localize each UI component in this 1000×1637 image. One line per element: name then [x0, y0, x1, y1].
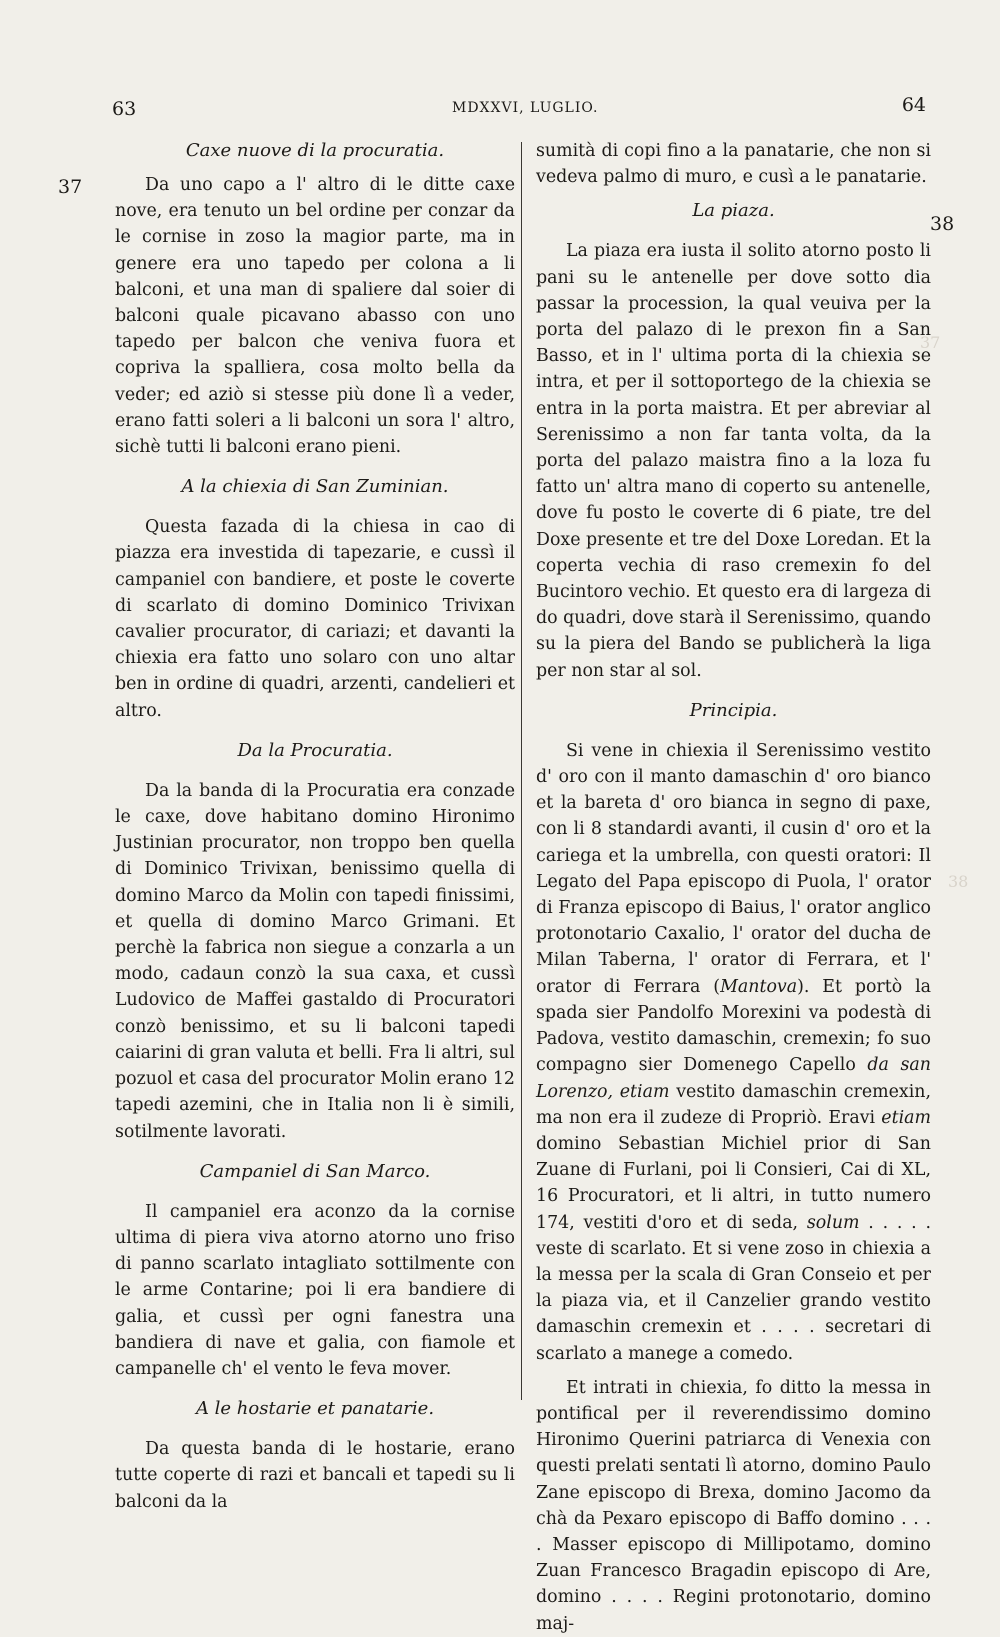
page-header — [112, 94, 928, 124]
paragraph: sumità di copi fino a la panatarie, che non si vedeva palmo di muro, e cusì a le panatarie. — [536, 141, 931, 188]
left-column — [115, 138, 515, 1515]
running-title: MDXXVI, LUGLIO. — [452, 100, 599, 116]
bleed-through-number: 37 — [920, 333, 941, 352]
paragraph: Da questa banda di le hostarie, erano tutte coperte di razi et bancali et tapedi su li balconi da la — [115, 1439, 515, 1512]
section-heading: Principia. — [689, 699, 778, 721]
italic-text: solum — [806, 1212, 860, 1233]
text-run: Si vene in chiexia il Serenissimo vestito d' oro con il manto damaschin d' oro bianco et la bareta d' oro bianca in segno di paxe, con li 8 standardi avanti, il cusin d' oro et la cariega et la umbrella, con questi oratori: Il Legato del Papa episcopo di Puola, l' orator di Franza episcopo di Baius, l' orator anglico protonotario Caxalio, l' orator del ducha de Milan Taberna, l' orator di Ferrara, et l' orator di Ferrara ( — [536, 740, 931, 997]
italic-text: etiam — [881, 1107, 931, 1128]
paragraph: Questa fazada di la chiesa in cao di piazza era investida di tapezarie, e cussì il campaniel con bandiere, et poste le coverte di scarlato di domino Dominico Trivixan cavalier procurator, di cariazi; et davanti la chiexia era fatto uno solaro con uno altar ben in ordine di quadri, arzenti, candelieri et altro. — [115, 517, 515, 721]
paragraph: Il campaniel era aconzo da la cornise ultima di piera viva atorno atorno uno friso di panno scarlato intagliato sottilmente con le arme Contarine; poi li era bandiere di galia, et cussì per ogni fanestra una bandiera di nave et galia, con fiamole et campanelle ch' el vento le feva mover. — [115, 1201, 515, 1379]
section-heading: La piaza. — [692, 200, 775, 222]
section-heading: Caxe nuove di la procuratia. — [185, 140, 445, 161]
margin-number-right: 38 — [930, 213, 955, 235]
text-run: vestito damaschin cremexin, ma non era il zudeze di Propriò. Eravi — [536, 1081, 931, 1128]
bleed-through-number: 38 — [948, 872, 969, 891]
italic-text: Mantova — [720, 976, 798, 997]
paragraph: Da uno capo a l' altro di le ditte caxe nove, era tenuto un bel ordine per conzar da le cornise in zoso la magior parte, ma in genere era uno tapedo per colona a li balconi, et una man di spaliere dal soier di balconi quale picavano abasso con uno tapedo per balcon che veniva fuora et copriva la spalliera, cosa molto bella da veder; ed aziò si stesse più done lì a veder, erano fatti soleri a li balconi un sora l' altro, sichè tutti li balconi erano pieni. — [115, 175, 515, 458]
paragraph: La piaza era iusta il solito atorno posto li pani su le antenelle per dove sotto dia passar la procession, la qual veuiva per la porta del palazo di le prexon fin a San Basso, et in l' ultima porta di la chiexia se intra, et per il sottoportego de la chiexia se entra in la porta maistra. Et per abreviar al Serenissimo a non far tanta volta, da la porta del palazo maistra fino a la loza fu fatto un' altra mano di coperto su antenelle, dove fu posto le coverte di 6 piate, tre del Doxe presente et tre del Doxe Loredan. Et la coperta vechia di raso cremexin fo del Bucintoro vechio. Et questo era di largeza di do quadri, dove starà il Serenissimo, quando su la piera del Bando se publicherà la liga per non star al sol. — [536, 241, 932, 681]
right-column — [536, 138, 931, 1637]
section-heading: Campaniel di San Marco. — [199, 1160, 431, 1182]
section-heading: A le hostarie et panatarie. — [195, 1398, 435, 1420]
section-heading: Da la Procuratia. — [237, 739, 393, 761]
paragraph: Et intrati in chiexia, fo ditto la messa in pontifical per il reverendissimo domino Hironimo Querini patriarca di Venexia con questi prelati sentati lì atorno, domino Paulo Zane episcopo di Brexa, domino Jacomo da chà da Pexaro episcopo di Baffo domino . . . . Masser episcopo di Millipotamo, domino Zuan Francesco Bragadin episcopo di Are, domino . . . . Regini protonotario, domino maj- — [536, 1377, 931, 1634]
text-run: ). Et portò la spada sier Pandolfo Morexini va podestà di Padova, vestito damaschin, cremexin; fo suo compagno sier Domenego Capello — [536, 976, 931, 1076]
paragraph: Da la banda di la Procuratia era conzade le caxe, dove habitano domino Hironimo Justinian procurator, non troppo ben quella di Dominico Trivixan, benissimo quella di domino Marco da Molin con tapedi finissimi, et quella di domino Marco Grimani. Et perchè la fabrica non siegue a conzarla a un modo, cadaun conzò la sua caxa, et cussì Ludovico de Maffei gastaldo di Procuratori conzò benissimo, et su li balconi tapedi caiarini di gran valuta et belli. Fra li altri, sul pozuol et casa del procurator Molin erano 12 tapedi azemini, che in Italia non li è simili, sotilmente lavorati. — [115, 780, 515, 1142]
text-run: . . . . . veste di scarlato. Et si vene zoso in chiexia a la messa per la scala di Gran Conseio et per la piaza via, et il Canzelier grando vestito damaschin cremexin et . . . . secretari di scarlato a manege a comedo. — [536, 1212, 931, 1364]
italic-text: da san Lorenzo, etiam — [536, 1055, 931, 1102]
text-run: domino Sebastian Michiel prior di San Zuane di Furlani, poi li Consieri, Cai di XL, 16 Procuratori, et li altri, in tutto numero 174, vestiti d'oro et di seda, — [536, 1133, 931, 1233]
margin-number-left: 37 — [58, 176, 83, 198]
page-number-left: 63 — [112, 98, 137, 120]
section-heading: A la chiexia di San Zuminian. — [181, 476, 449, 498]
paragraph — [536, 738, 931, 1367]
column-divider — [521, 142, 522, 1400]
page-number-right: 64 — [901, 94, 926, 116]
